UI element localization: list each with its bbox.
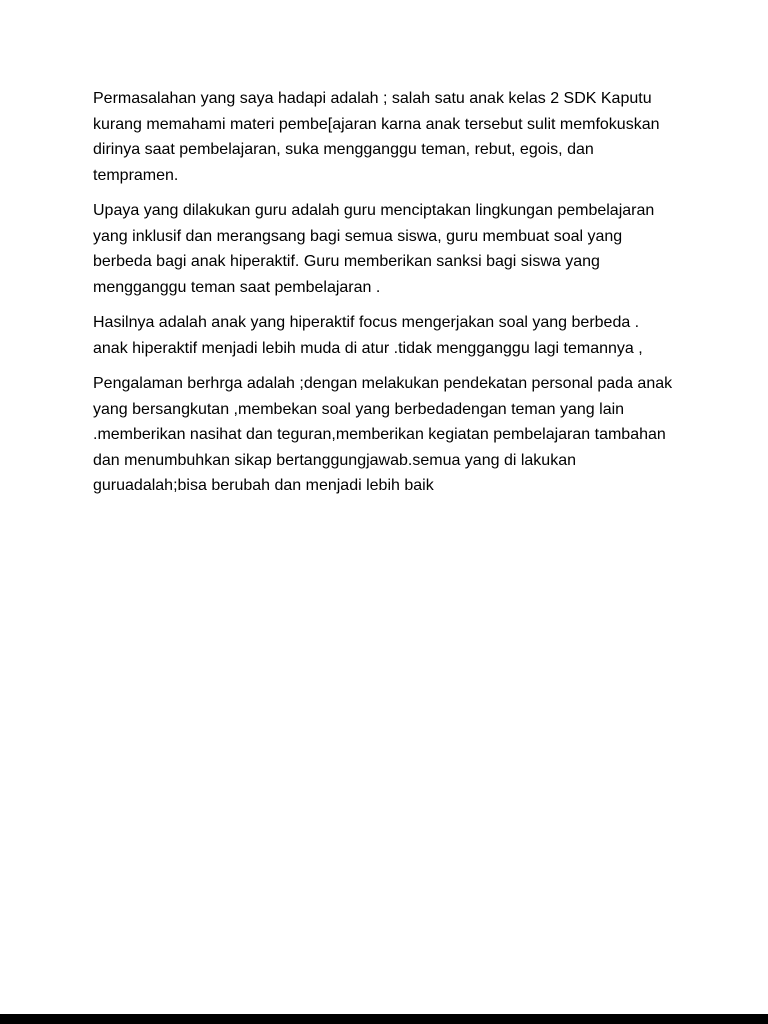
paragraph-hasilnya: Hasilnya adalah anak yang hiperaktif focus mengerjakan soal yang berbeda . anak hiperaktif menjadi lebih muda di atur .tidak mengganggu lagi temannya ,	[93, 314, 643, 357]
paragraph-pengalaman: Pengalaman berhrga adalah ;dengan melakukan pendekatan personal pada anak yang bersangkutan ,membekan soal yang berbedadengan teman yang lain .memberikan nasihat dan teguran,memberikan kegiatan pembelajaran tambahan dan menumbuhkan sikap bertanggungjawab.semua yang di lakukan guruadalah;bisa berubah dan menjadi lebih baik	[93, 375, 673, 494]
paragraph-permasalahan: Permasalahan yang saya hadapi adalah ; salah satu anak kelas 2 SDK Kaputu kurang memahami materi pembe[ajaran karna anak tersebut sulit memfokuskan dirinya saat pembelajaran, suka mengganggu teman, rebut, egois, dan tempramen.	[93, 90, 660, 184]
document-body	[93, 86, 677, 509]
paragraph-upaya: Upaya yang dilakukan guru adalah guru menciptakan lingkungan pembelajaran yang inklusif dan merangsang bagi semua siswa, guru membuat soal yang berbeda bagi anak hiperaktif. Guru memberikan sanksi bagi siswa yang mengganggu teman saat pembelajaran .	[93, 202, 655, 296]
page-bottom-edge	[0, 1014, 768, 1024]
